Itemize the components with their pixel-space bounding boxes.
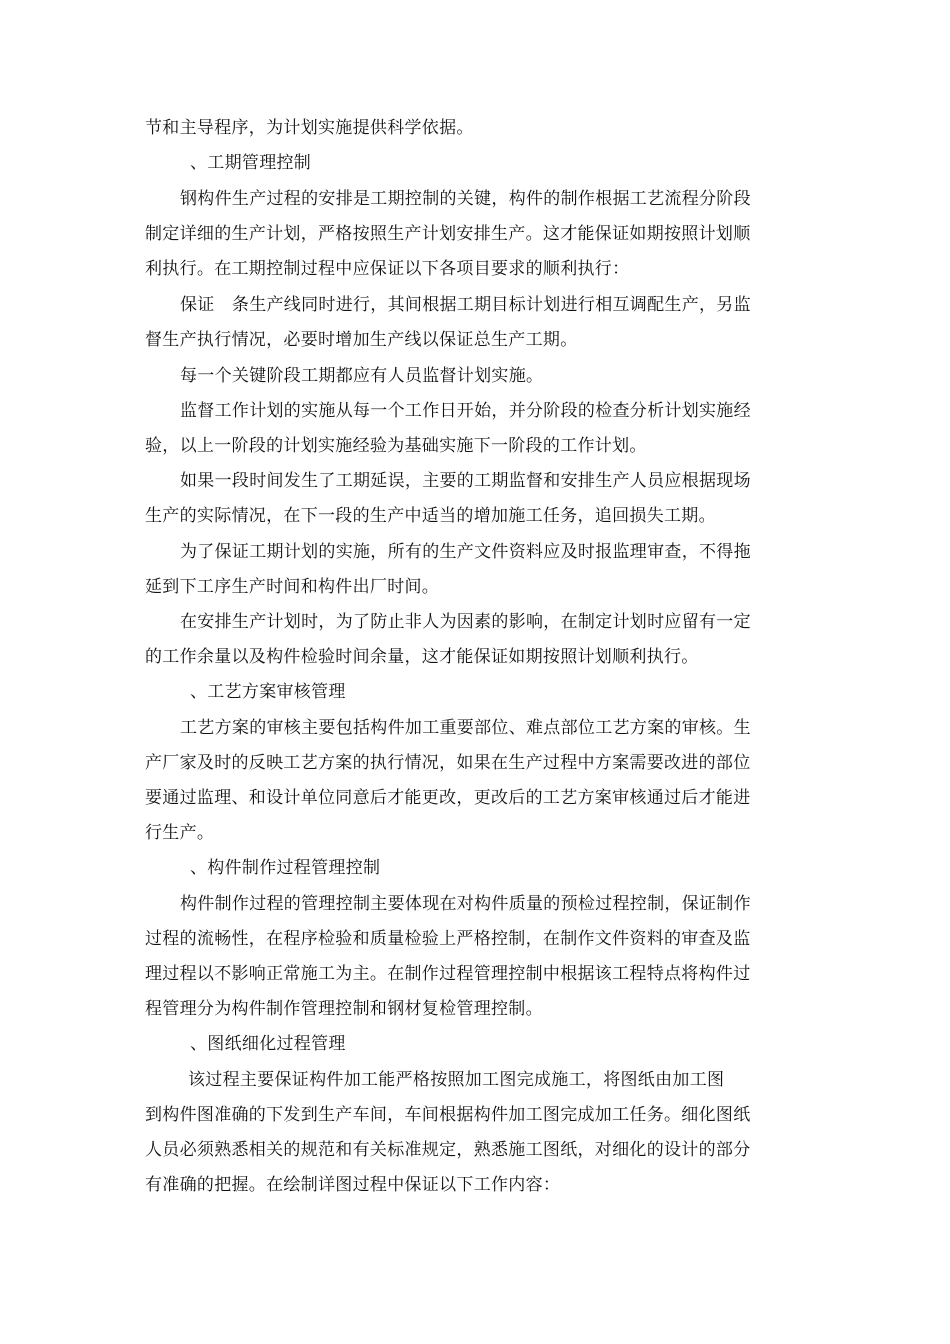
- paragraph-line: 为了保证工期计划的实施，所有的生产文件资料应及时报监理审查，不得拖: [180, 542, 751, 562]
- paragraph-line: 程管理分为构件制作管理控制和钢材复检管理控制。: [145, 999, 543, 1019]
- paragraph-line: 该过程主要保证构件加工能严格按照加工图完成施工，将图纸由加工图: [188, 1070, 725, 1090]
- paragraph-line: 生产的实际情况，在下一段的生产中适当的增加施工任务，追回损失工期。: [145, 506, 716, 526]
- paragraph-line: 节和主导程序，为计划实施提供科学依据。: [145, 118, 474, 138]
- paragraph-line: 要通过监理、和设计单位同意后才能更改，更改后的工艺方案审核通过后才能进: [145, 788, 751, 808]
- paragraph-line: 制定详细的生产计划，严格按照生产计划安排生产。这才能保证如期按照计划顺: [145, 224, 751, 244]
- paragraph-line: 行生产。: [145, 823, 215, 843]
- section-heading-process-review: 、工艺方案审核管理: [190, 682, 346, 702]
- section-heading-fabrication-control: 、构件制作过程管理控制: [190, 858, 381, 878]
- paragraph-line: 督生产执行情况，必要时增加生产线以保证总生产工期。: [145, 330, 578, 350]
- paragraph-line: 工艺方案的审核主要包括构件加工重要部位、难点部位工艺方案的审核。生: [180, 718, 751, 738]
- paragraph-line: 保证 条生产线同时进行，其间根据工期目标计划进行相互调配生产，另监: [180, 295, 751, 315]
- paragraph-line: 利执行。在工期控制过程中应保证以下各项目要求的顺利执行：: [145, 259, 630, 279]
- paragraph-line: 的工作余量以及构件检验时间余量，这才能保证如期按照计划顺利执行。: [145, 647, 699, 667]
- paragraph-line: 人员必须熟悉相关的规范和有关标准规定，熟悉施工图纸，对细化的设计的部分: [145, 1140, 751, 1160]
- paragraph-line: 理过程以不影响正常施工为主。在制作过程管理控制中根据该工程特点将构件过: [145, 964, 751, 984]
- paragraph-line: 如果一段时间发生了工期延误，主要的工期监督和安排生产人员应根据现场: [180, 471, 751, 491]
- section-heading-drawing-detailing: 、图纸细化过程管理: [190, 1034, 346, 1054]
- paragraph-line: 每一个关键阶段工期都应有人员监督计划实施。: [180, 366, 544, 386]
- paragraph-line: 过程的流畅性，在程序检验和质量检验上严格控制，在制作文件资料的审查及监: [145, 929, 751, 949]
- paragraph-line: 到构件图准确的下发到生产车间，车间根据构件加工图完成加工任务。细化图纸: [145, 1105, 751, 1125]
- paragraph-line: 钢构件生产过程的安排是工期控制的关键，构件的制作根据工艺流程分阶段: [180, 189, 751, 209]
- paragraph-line: 延到下工序生产时间和构件出厂时间。: [145, 577, 440, 597]
- paragraph-line: 监督工作计划的实施从每一个工作日开始，并分阶段的检查分析计划实施经: [180, 401, 751, 421]
- paragraph-line: 在安排生产计划时，为了防止非人为因素的影响，在制定计划时应留有一定: [180, 612, 751, 632]
- paragraph-line: 构件制作过程的管理控制主要体现在对构件质量的预检过程控制，保证制作: [180, 894, 751, 914]
- paragraph-line: 验，以上一阶段的计划实施经验为基础实施下一阶段的工作计划。: [145, 436, 647, 456]
- paragraph-line: 有准确的把握。在绘制详图过程中保证以下工作内容：: [145, 1175, 561, 1195]
- paragraph-line: 产厂家及时的反映工艺方案的执行情况，如果在生产过程中方案需要改进的部位: [145, 753, 751, 773]
- section-heading-schedule-control: 、工期管理控制: [190, 153, 312, 173]
